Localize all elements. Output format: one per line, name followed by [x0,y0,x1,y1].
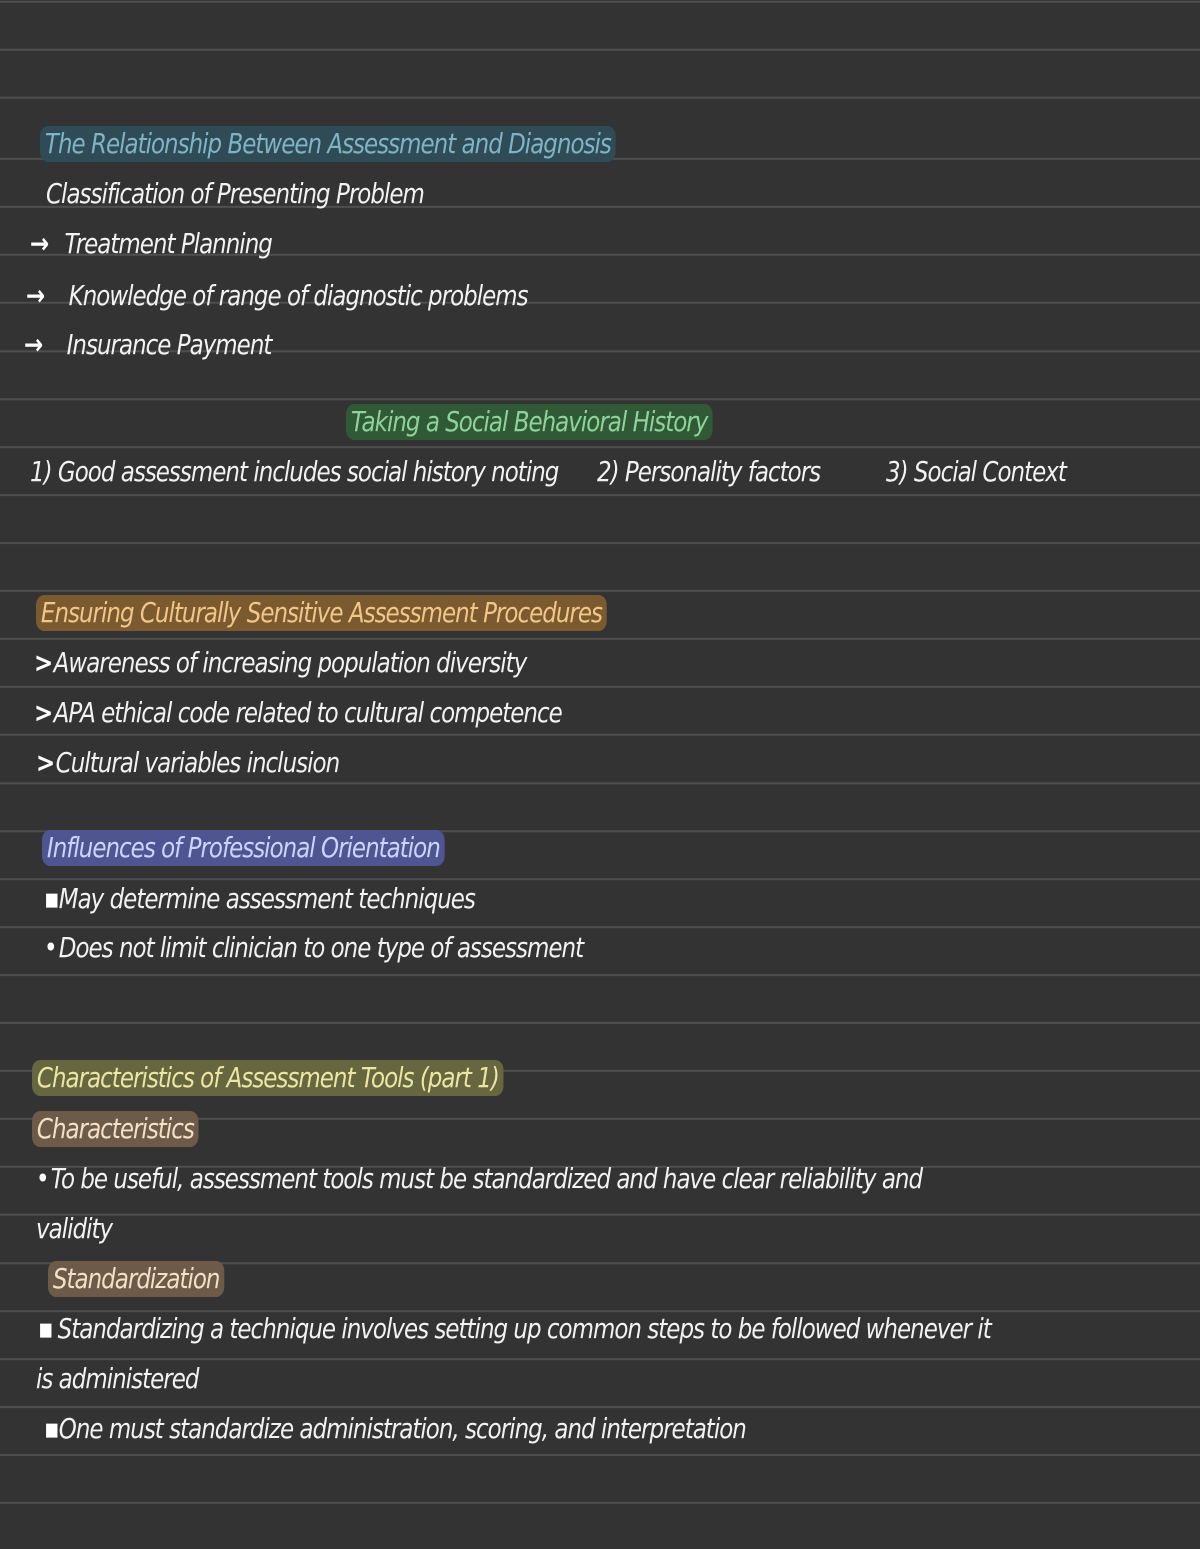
list-item [24,327,271,363]
heading-cultural [36,595,607,631]
paragraph-line [44,1411,746,1447]
paragraph-text: One must standardize administration, scoring, and interpretation [58,1412,746,1445]
arrow-icon: → [30,227,49,260]
list-item: 3) Social Context [886,455,1066,488]
heading-text: Ensuring Culturally Sensitive Assessment Procedures [36,595,607,631]
paragraph-line [38,1311,991,1347]
subheading-classification: Classification of Presenting Problem [46,177,424,210]
list-item-text: Insurance Payment [66,328,272,361]
paragraph-text: Standardizing a technique involves setting up common steps to be followed whenever it [57,1312,991,1345]
list-item-text: May determine assessment techniques [58,882,475,915]
heading-orientation [42,830,445,866]
arrow-icon: → [26,279,45,312]
chevron-icon: > [34,696,53,729]
paragraph-line: is administered [36,1362,199,1395]
heading-text: Influences of Professional Orientation [42,830,445,866]
chevron-icon: > [34,646,53,679]
list-item [34,645,526,681]
heading-tools [32,1060,504,1096]
bullet-icon: • [36,1162,49,1195]
paragraph-text: To be useful, assessment tools must be standardized and have clear reliability and [50,1162,923,1195]
list-item-text: Does not limit clinician to one type of assessment [58,931,584,964]
list-item [26,278,528,314]
arrow-icon: → [24,328,43,361]
list-item-text: Knowledge of range of diagnostic problems [68,279,528,312]
bullet-icon: ▪ [44,882,59,915]
list-item [30,226,272,262]
heading-text: Taking a Social Behavioral History [346,404,712,440]
list-item-text: Cultural variables inclusion [55,746,340,779]
paragraph-line [36,1161,922,1197]
list-item: 1) Good assessment includes social history noting [30,455,559,488]
heading-assessment-diagnosis [40,126,616,162]
list-item-text: APA ethical code related to cultural competence [53,696,562,729]
bullet-icon: ▪ [44,1412,59,1445]
subheading-standardization [48,1261,224,1297]
subheading-text: Characteristics [32,1111,199,1147]
paragraph-line: validity [36,1212,113,1245]
subheading-text: Standardization [48,1261,224,1297]
list-item [44,881,475,917]
list-item: 2) Personality factors [597,455,821,488]
bullet-icon: ▪ [38,1312,53,1345]
heading-text: Characteristics of Assessment Tools (part 1) [32,1060,504,1096]
heading-text: The Relationship Between Assessment and Diagnosis [40,126,616,162]
list-item-text: Treatment Planning [64,227,272,260]
chevron-icon: > [36,746,55,779]
list-item-text: Awareness of increasing population diversity [53,646,527,679]
list-item [44,930,583,966]
list-item [34,695,562,731]
subheading-characteristics [32,1111,199,1147]
bullet-icon: • [44,931,57,964]
heading-social-history [346,404,712,440]
list-item [36,745,339,781]
